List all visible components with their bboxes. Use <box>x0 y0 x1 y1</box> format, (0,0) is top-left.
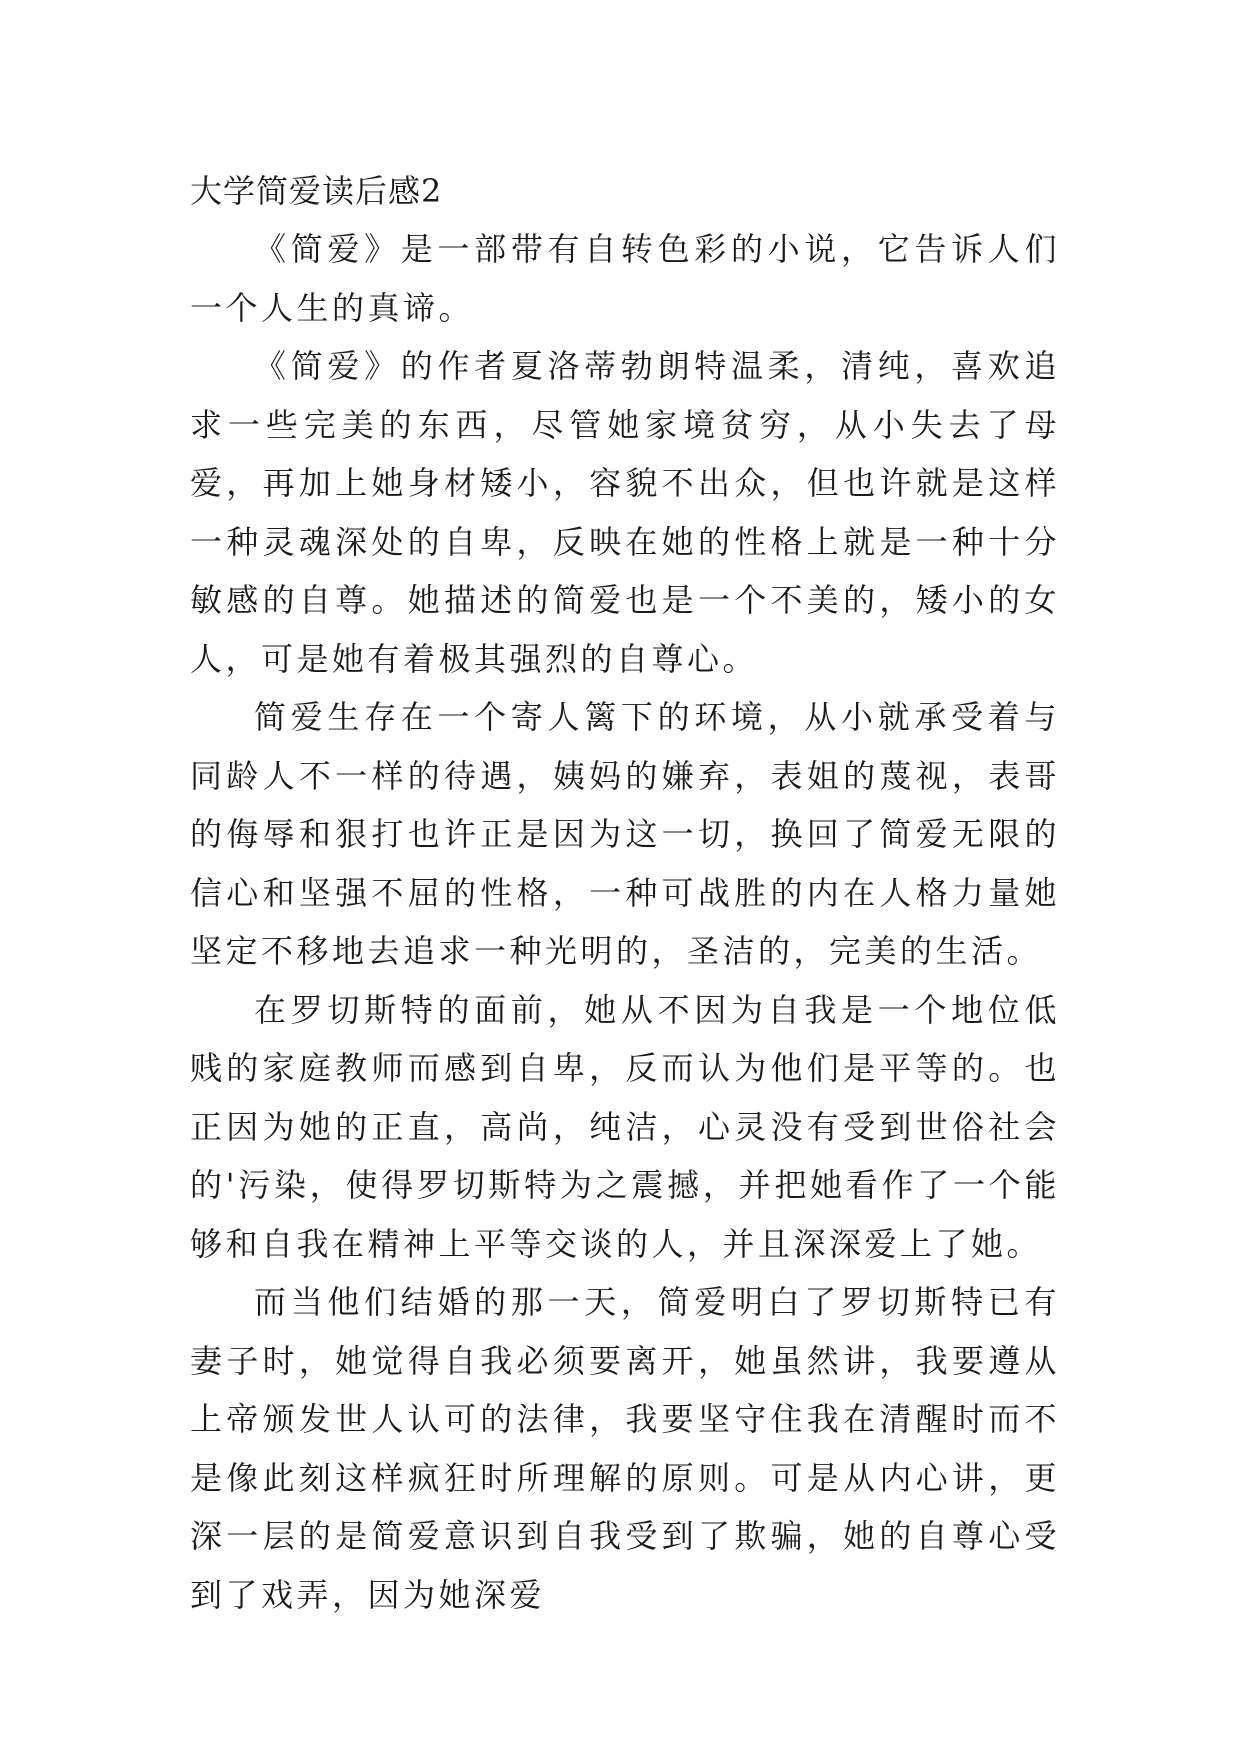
paragraph-1: 《简爱》是一部带有自转色彩的小说，它告诉人们一个人生的真谛。 <box>190 230 1060 327</box>
paragraph-3: 简爱生存在一个寄人篱下的环境，从小就承受着与同龄人不一样的待遇，姨妈的嫌弃，表姐的蔑视，表哥的侮辱和狠打也许正是因为这一切，换回了简爱无限的信心和坚强不屈的性格，一种可战胜的内在人格力量她坚定不移地去追求一种光明的，圣洁的，完美的生活。 <box>190 698 1060 970</box>
paragraph-5: 而当他们结婚的那一天，简爱明白了罗切斯特已有妻子时，她觉得自我必须要离开，她虽然讲，我要遵从上帝颁发世人认可的法律，我要坚守住我在清醒时而不是像此刻这样疯狂时所理解的原则。可是从内心讲，更深一层的是简爱意识到自我受到了欺骗，她的自尊心受到了戏弄，因为她深爱 <box>190 1283 1060 1614</box>
paragraph-4: 在罗切斯特的面前，她从不因为自我是一个地位低贱的家庭教师而感到自卑，反而认为他们是平等的。也正因为她的正直，高尚，纯洁，心灵没有受到世俗社会的'污染，使得罗切斯特为之震撼，并把她看作了一个能够和自我在精神上平等交谈的人，并且深深爱上了她。 <box>190 990 1060 1263</box>
document-title: 大学简爱读后感2 <box>190 172 443 210</box>
paragraph-2: 《简爱》的作者夏洛蒂勃朗特温柔，清纯，喜欢追求一些完美的东西，尽管她家境贫穷，从小失去了母爱，再加上她身材矮小，容貌不出众，但也许就是这样一种灵魂深处的自卑，反映在她的性格上就是一种十分敏感的自尊。她描述的简爱也是一个不美的，矮小的女人，可是她有着极其强烈的自尊心。 <box>190 347 1060 678</box>
document-page <box>190 162 1060 1624</box>
